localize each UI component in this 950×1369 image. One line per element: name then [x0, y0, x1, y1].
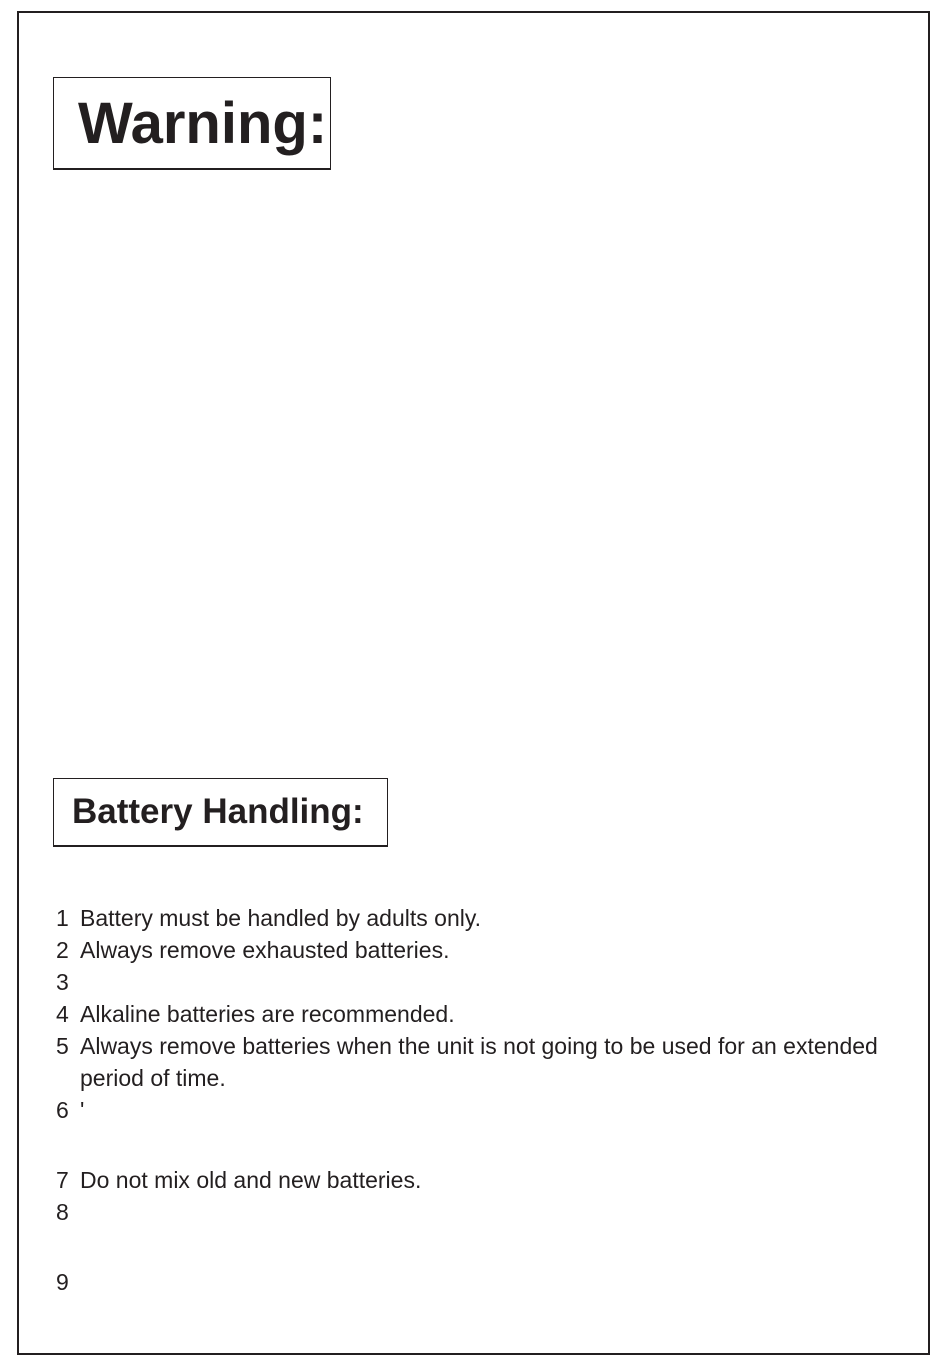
- item-text: Do not mix old and new batteries.: [80, 1167, 422, 1193]
- list-item: [56, 902, 896, 934]
- battery-handling-heading-text: Battery Handling:: [72, 792, 364, 831]
- item-text: Alkaline batteries are recommended.: [80, 1001, 455, 1027]
- list-item: [56, 1266, 896, 1298]
- item-number: 4: [56, 1001, 69, 1027]
- battery-handling-heading: [53, 778, 388, 847]
- item-text: Always remove batteries when the unit is not going to be used for an extended period of time.: [80, 1033, 885, 1091]
- item-number: 8: [56, 1199, 69, 1225]
- list-item: [56, 1164, 896, 1196]
- item-number: 9: [56, 1269, 69, 1295]
- list-item: [56, 1196, 896, 1228]
- list-spacer: [56, 1228, 896, 1266]
- item-text: Battery must be handled by adults only.: [80, 905, 482, 931]
- list-item: [56, 1094, 896, 1126]
- item-number: 7: [56, 1167, 69, 1193]
- item-number: 3: [56, 969, 69, 995]
- item-text: Always remove exhausted batteries.: [80, 937, 450, 963]
- item-number: 1: [56, 905, 69, 931]
- warning-heading: [53, 77, 331, 170]
- warning-heading-text: Warning:: [78, 90, 328, 156]
- list-spacer: [56, 1126, 896, 1164]
- item-number: 5: [56, 1033, 69, 1059]
- list-item: [56, 934, 896, 966]
- list-item: [56, 1030, 896, 1094]
- battery-handling-list: [56, 902, 896, 1298]
- item-text: ': [80, 1097, 85, 1123]
- item-number: 6: [56, 1097, 69, 1123]
- list-item: [56, 966, 896, 998]
- item-number: 2: [56, 937, 69, 963]
- list-item: [56, 998, 896, 1030]
